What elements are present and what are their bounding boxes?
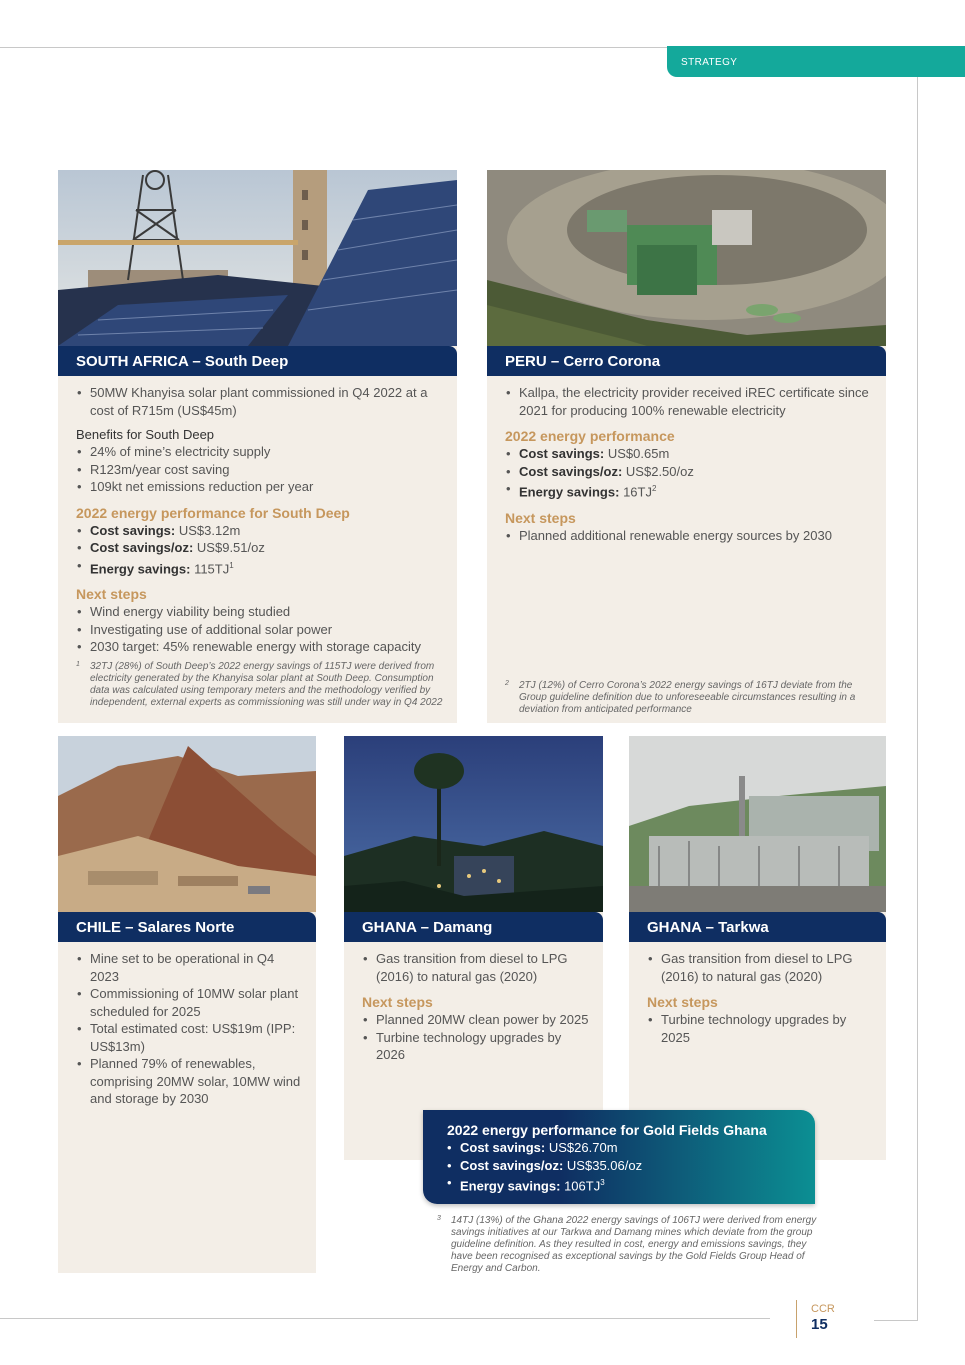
ghana-performance-title: 2022 energy performance for Gold Fields Ghana: [447, 1122, 767, 1138]
list-item: • Kallpa, the electricity provider received iREC certificate since 2021 for producing 100% renewable electricity: [505, 384, 880, 419]
card-title: PERU – Cerro Corona: [487, 346, 886, 376]
bottom-rule: [0, 1318, 770, 1319]
metric-value: 16TJ: [623, 484, 652, 500]
metric-value: US$0.65m: [607, 446, 670, 461]
photo-tarkwa-plant: [629, 736, 886, 912]
next-steps-heading: Next steps: [76, 586, 147, 603]
list-item: [447, 1139, 815, 1157]
list-item: [447, 1157, 815, 1175]
metric-value: US$3.12m: [178, 522, 241, 538]
list-item: • Gas transition from diesel to LPG (2016) to natural gas (2020): [362, 950, 592, 985]
list-item: • 2030 target: 45% renewable energy with storage capacity: [76, 638, 451, 656]
list-item: • Mine set to be operational in Q4 2023: [76, 950, 306, 985]
footnote-number: 1: [76, 660, 80, 668]
card-title: GHANA – Tarkwa: [629, 912, 886, 942]
metric-label: Cost savings/oz:: [519, 463, 623, 479]
performance-heading: 2022 energy performance for South Deep: [76, 504, 350, 521]
list-item: • Turbine technology upgrades by 2025: [647, 1011, 877, 1046]
footnote-text: 14TJ (13%) of the Ghana 2022 energy savings of 106TJ were derived from energy savings initiatives at our Tarkwa and Damang mines which deviate from the group guideline definition. As they resulted in cost, energy and emissions savings, they have been recognised as exceptional savings by the Gold Fields Group Head of Energy and Carbon.: [451, 1215, 817, 1274]
footnote-number: 2: [505, 680, 509, 687]
card-body: [505, 384, 880, 544]
photo-salares-norte: [58, 736, 316, 912]
card-chile: [58, 736, 316, 1273]
list-item: • Planned 20MW clean power by 2025: [362, 1011, 592, 1029]
list-item: • Wind energy viability being studied: [76, 603, 451, 621]
card-body: [76, 950, 306, 1108]
list-item: [76, 522, 451, 540]
ghana-performance-box: [423, 1110, 815, 1204]
footnote-ref: 1: [229, 560, 234, 570]
photo-south-deep-solar: [58, 170, 457, 346]
metric-label: Cost savings:: [460, 1140, 546, 1155]
metric-label: Energy savings:: [90, 560, 191, 576]
metric-value: US$26.70m: [548, 1140, 618, 1155]
metric-label: Energy savings:: [519, 484, 620, 500]
page-number: 15: [811, 1316, 828, 1333]
list-item: • Total estimated cost: US$19m (IPP: US$13m): [76, 1020, 306, 1055]
footnote: [76, 661, 451, 709]
card-body: [76, 384, 451, 709]
photo-damang-night: [344, 736, 603, 912]
list-item: • R123m/year cost saving: [76, 461, 451, 479]
card-body: [647, 950, 877, 1046]
footnote-number: 3: [437, 1215, 441, 1222]
metric-value: US$35.06/oz: [566, 1157, 643, 1173]
metric-label: Energy savings:: [460, 1178, 561, 1194]
section-tab-strategy: STRATEGY: [667, 46, 965, 77]
metric-label: Cost savings:: [90, 522, 176, 538]
list-item: [447, 1174, 815, 1195]
card-title: GHANA – Damang: [344, 912, 603, 942]
footnote-ghana: [437, 1215, 827, 1275]
card-ghana-tarkwa: [629, 736, 886, 1160]
list-item: • Planned 79% of renewables, comprising 20MW solar, 10MW wind and storage by 2030: [76, 1055, 306, 1108]
bottom-rule-right: [874, 1320, 918, 1321]
benefits-heading: Benefits for South Deep: [76, 427, 215, 442]
list-item: • 24% of mine’s electricity supply: [76, 443, 451, 461]
footnote: [505, 680, 870, 716]
list-item: • 50MW Khanyisa solar plant commissioned in Q4 2022 at a cost of R715m (US$45m): [76, 384, 451, 419]
list-item: • Turbine technology upgrades by 2026: [362, 1029, 592, 1064]
card-ghana-damang: [344, 736, 603, 1160]
footnote-ref: 2: [651, 484, 657, 493]
list-item: [76, 557, 451, 578]
performance-heading: 2022 energy performance: [505, 428, 675, 444]
metric-value: 115TJ: [194, 560, 230, 576]
next-steps-heading: Next steps: [362, 994, 433, 1010]
list-item: [505, 463, 880, 481]
footnote-text: 32TJ (28%) of South Deep’s 2022 energy savings of 115TJ were derived from electricity generated by the Khanyisa solar plant at South Deep. Consumption data was calculated using temporary meters and the methodology verified by independent, external experts as commissioning was still under way in Q4 2022: [90, 660, 443, 708]
footnote-ref: 3: [600, 1178, 605, 1187]
metric-value: 106TJ: [564, 1178, 601, 1194]
card-south-africa: [58, 170, 457, 723]
metric-label: Cost savings/oz:: [460, 1157, 564, 1173]
metric-value: US$9.51/oz: [196, 540, 265, 555]
footnote-text: 2TJ (12%) of Cerro Corona’s 2022 energy savings of 16TJ deviate from the Group guideline definition due to unforeseeable circumstances resulting in a deviation from anticipated performance: [519, 680, 856, 715]
card-title: CHILE – Salares Norte: [58, 912, 316, 942]
list-item: • 109kt net emissions reduction per year: [76, 478, 451, 496]
metric-value: US$2.50/oz: [625, 463, 694, 479]
list-item: [505, 480, 880, 501]
card-peru: [487, 170, 886, 723]
list-item: • Investigating use of additional solar power: [76, 621, 451, 639]
page-footer: [796, 1300, 856, 1338]
card-title: SOUTH AFRICA – South Deep: [58, 346, 457, 376]
report-label: CCR: [811, 1303, 835, 1315]
list-item: [76, 539, 451, 557]
metric-label: Cost savings:: [519, 446, 605, 461]
next-steps-heading: Next steps: [505, 509, 576, 526]
list-item: • Gas transition from diesel to LPG (2016) to natural gas (2020): [647, 950, 877, 985]
list-item: • Planned additional renewable energy sources by 2030: [505, 527, 880, 545]
next-steps-heading: Next steps: [647, 994, 718, 1010]
photo-cerro-corona: [487, 170, 886, 346]
card-body: [362, 950, 592, 1064]
list-item: • Commissioning of 10MW solar plant scheduled for 2025: [76, 985, 306, 1020]
metric-label: Cost savings/oz:: [90, 540, 194, 555]
right-rule: [917, 76, 918, 1321]
list-item: [505, 445, 880, 463]
